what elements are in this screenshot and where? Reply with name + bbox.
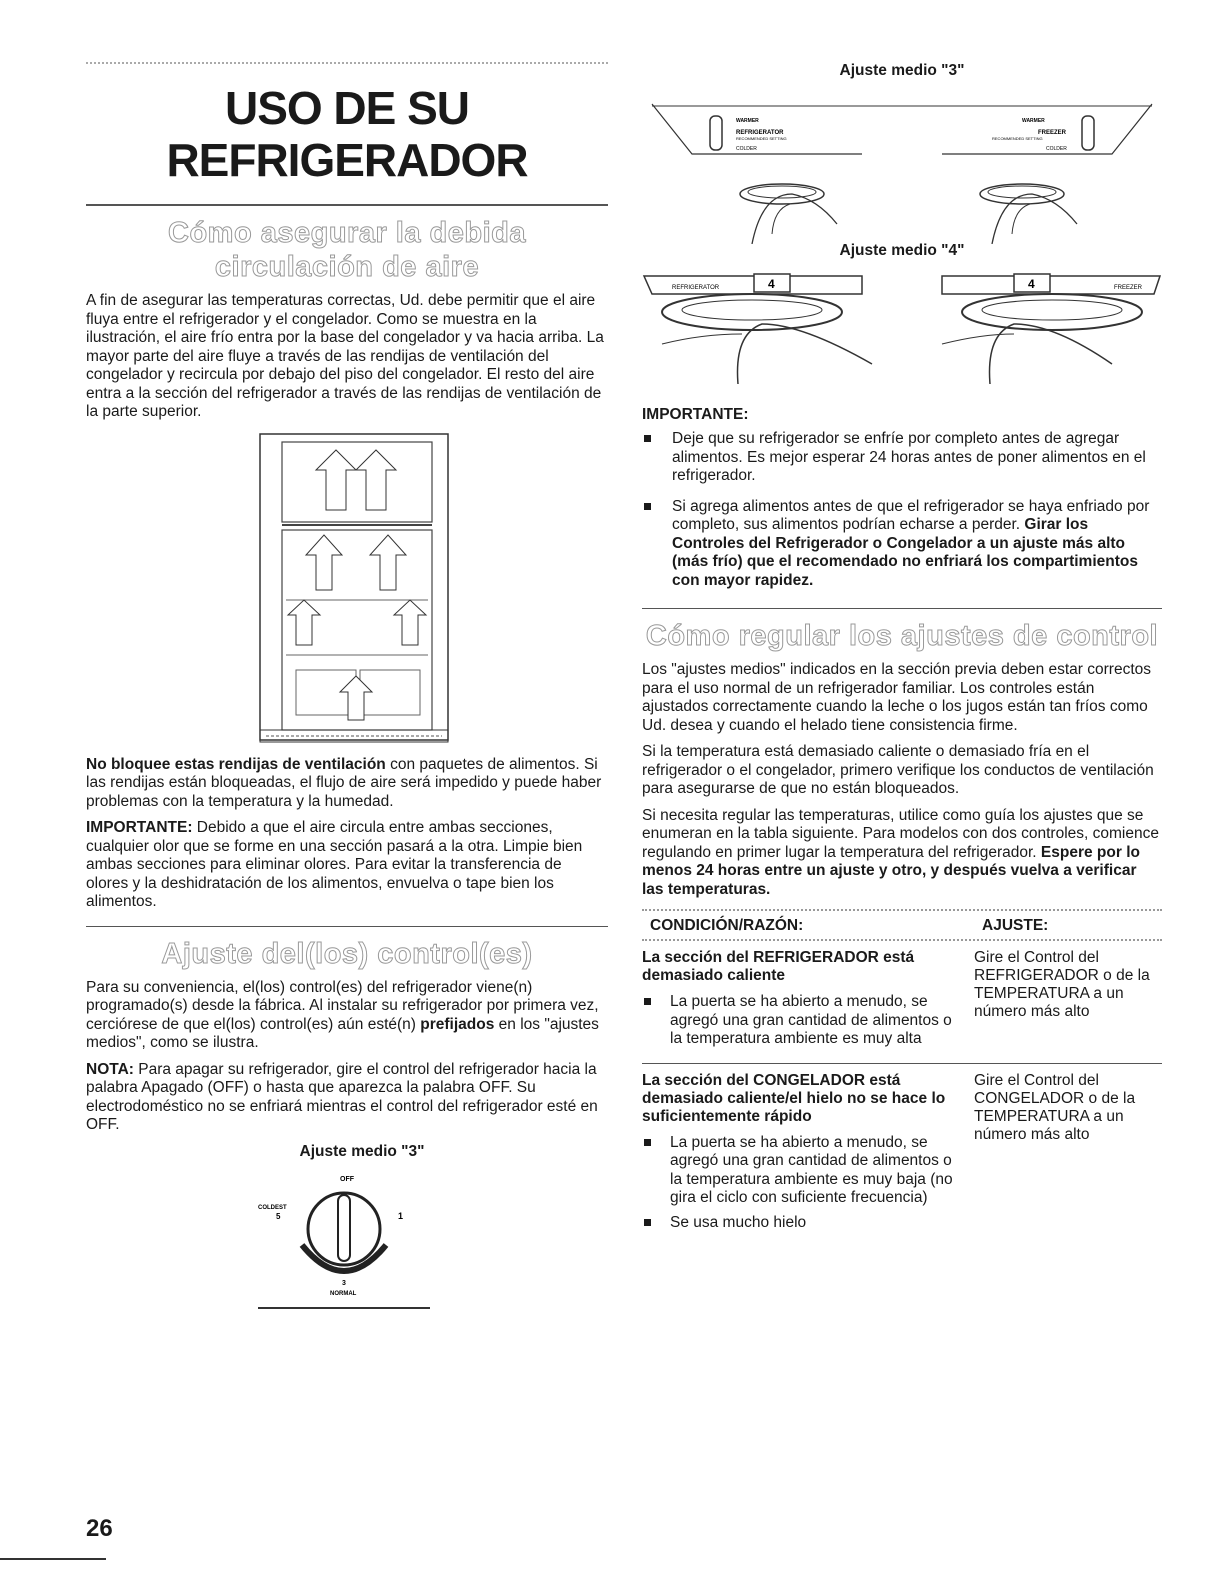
control-preset-paragraph bbox=[86, 979, 608, 1053]
row2-bullets bbox=[642, 1134, 968, 1233]
adjust-table bbox=[642, 941, 1162, 1246]
section-title-air-circulation: Cómo asegurar la debida circulación de aire bbox=[168, 217, 526, 283]
odor-important-label: IMPORTANTE: bbox=[86, 819, 193, 836]
dial-normal-label: NORMAL bbox=[330, 1290, 357, 1297]
row2-condition-title: La sección del CONGELADOR está demasiado caliente/el hielo no se hace lo suficientemente rápido bbox=[642, 1071, 946, 1125]
air-circulation-paragraph: A fin de asegurar las temperaturas correctas, Ud. debe permitir que el aire fluya entre el refrigerador y el congelador. Como se muestra en la ilustración, el aire frío entra por la base del congelador y va hacia arriba. La mayor parte del aire fluye a través de las rendijas de ventilación del congelador y recircula por debajo del piso del congelador. El resto del aire entra a la sección del refrigerador a través de las rendijas de ventilación de la parte superior. bbox=[86, 292, 604, 420]
row1-condition-title: La sección del REFRIGERADOR está demasiado caliente bbox=[642, 949, 915, 984]
panel-right-colder: COLDER bbox=[1046, 146, 1067, 152]
dial-off-label: OFF bbox=[340, 1175, 354, 1183]
row2-adjust: Gire el Control del CONGELADOR o de la TEMPERATURA a un número más alto bbox=[974, 1071, 1136, 1143]
odor-important-text: Debido a que el aire circula entre ambas secciones, cualquier olor que se forme en una sección pasará a la otra. Limpie bien ambas secciones para eliminar olores. Para evitar la transferencia de olores y la deshidratación de los alimentos, envuelva o tape bien los alimentos. bbox=[86, 819, 583, 910]
dual-control-figure-3 bbox=[642, 84, 1162, 244]
vents-warning-bold: No bloquee estas rendijas de ventilación bbox=[86, 755, 386, 773]
control-dial-figure bbox=[256, 1167, 436, 1307]
row1-bullets bbox=[642, 993, 968, 1049]
table-row bbox=[642, 941, 1162, 1064]
dial-value-right: 4 bbox=[1028, 277, 1035, 291]
note-text: Para apagar su refrigerador, gire el control del refrigerador hacia la palabra Apagado (OFF) o hasta que aparezca la palabra OFF. Su electrodoméstico no se enfriará mientras el control del refrigerador esté en OFF. bbox=[86, 1060, 598, 1133]
important-heading: IMPORTANTE: bbox=[642, 406, 749, 423]
important-bullet-2-bold: Girar los Controles del Refrigerador o Congelador a un ajuste más alto (más frío) que el recomendado no enfriará los compartimientos con mayor rapidez. bbox=[672, 516, 1138, 589]
regulate-paragraph-3 bbox=[642, 807, 1162, 900]
regulate-paragraph-3-text: Si necesita regular las temperaturas, utilice como guía los ajustes que se enumeran en la tabla siguiente. Para modelos con dos controles, comience regulando en primer lugar la temperatura del refrigerador. bbox=[642, 806, 1159, 861]
section-title-regulate-controls: Cómo regular los ajustes de control bbox=[645, 620, 1159, 652]
important-bullet-1: Deje que su refrigerador se enfríe por completo antes de agregar alimentos. Es mejor esperar 24 horas antes de poner alimentos en el refrigerador. bbox=[642, 430, 1162, 486]
label-refrigerator: REFRIGERATOR bbox=[672, 285, 720, 291]
dial-caption: Ajuste medio "3" bbox=[299, 1142, 425, 1160]
important-list bbox=[642, 430, 1162, 590]
regulate-paragraph-3-bold: Espere por lo menos 24 horas entre un ajuste y otro, y después vuelva a verificar las temperaturas. bbox=[642, 843, 1140, 898]
vents-warning-text: con paquetes de alimentos. Si las rendijas están bloqueadas, el flujo de aire será impedido y puede haber problemas con la temperatura y la humedad. bbox=[86, 755, 602, 810]
control-preset-text-a: Para su conveniencia, el(los) control(es) del refrigerador viene(n) programado(s) desde la fábrica. Al instalar su refrigerador por primera vez, cerciórese de que el(los) control(es) aún esté(n) bbox=[86, 978, 599, 1033]
figure-caption-3: Ajuste medio "3" bbox=[839, 62, 965, 79]
title-rule bbox=[86, 204, 608, 206]
table-header-condition: CONDICIÓN/RAZÓN: bbox=[650, 917, 804, 934]
panel-right-freezer: FREEZER bbox=[1038, 130, 1067, 136]
panel-right-warmer: WARMER bbox=[1022, 118, 1045, 124]
row2-bullet-2: Se usa mucho hielo bbox=[642, 1214, 968, 1233]
bottom-rule bbox=[0, 1558, 106, 1560]
left-column bbox=[86, 62, 608, 1309]
dial-value-left: 4 bbox=[768, 277, 775, 291]
vents-warning-paragraph bbox=[86, 756, 608, 812]
control-preset-bold: prefijados bbox=[420, 1015, 495, 1033]
odor-important-paragraph bbox=[86, 819, 608, 912]
top-dotted-rule bbox=[86, 62, 608, 64]
dial-three-label: 3 bbox=[342, 1279, 346, 1287]
adjust-table-header bbox=[642, 909, 1162, 941]
row1-adjust: Gire el Control del REFRIGERADOR o de la TEMPERATURA a un número más alto bbox=[974, 949, 1150, 1020]
important-bullet-2-text: Si agrega alimentos antes de que el refrigerador se haya enfriado por completo, sus alimentos podrían echarse a perder. bbox=[672, 497, 1150, 533]
note-label: NOTA: bbox=[86, 1060, 134, 1078]
dial-one-label: 1 bbox=[398, 1210, 404, 1221]
table-header-adjust: AJUSTE: bbox=[982, 917, 1049, 934]
panel-left-warmer: WARMER bbox=[736, 118, 759, 124]
panel-right-recommended: RECOMMENDED SETTING bbox=[992, 136, 1043, 141]
regulate-paragraph-1: Los "ajustes medios" indicados en la sección previa deben estar correctos para el uso normal de un refrigerador familiar. Los controles están ajustados correctamente cuando la leche o los jugos están tan fríos como Ud. desea y cuando el helado tiene consistencia firme. bbox=[642, 661, 1152, 734]
airflow-illustration bbox=[256, 430, 456, 750]
section3-rule bbox=[642, 608, 1162, 609]
row2-bullet-1: La puerta se ha abierto a menudo, se agregó una gran cantidad de alimentos o la temperatura ambiente es muy baja (no gira el ciclo con suficiente frecuencia) bbox=[642, 1134, 968, 1208]
section2-rule bbox=[86, 926, 608, 927]
section-title-control-adjust: Ajuste del(los) control(es) bbox=[161, 937, 533, 970]
table-cell-condition bbox=[642, 1072, 974, 1241]
label-freezer: FREEZER bbox=[1114, 285, 1143, 291]
page-title: USO DE SU REFRIGERADOR bbox=[166, 82, 528, 186]
table-row bbox=[642, 1064, 1162, 1247]
important-bullet-2 bbox=[642, 498, 1162, 591]
dial-coldest-label: COLDEST bbox=[258, 1204, 287, 1211]
row1-bullet-1: La puerta se ha abierto a menudo, se agregó una gran cantidad de alimentos o la temperatura ambiente es muy alta bbox=[642, 993, 968, 1049]
table-cell-condition bbox=[642, 949, 974, 1057]
note-paragraph bbox=[86, 1061, 608, 1135]
panel-left-refrigerator: REFRIGERATOR bbox=[736, 130, 784, 136]
dial-five-label: 5 bbox=[276, 1211, 281, 1221]
page-number: 26 bbox=[86, 1515, 113, 1542]
figure-caption-4: Ajuste medio "4" bbox=[839, 242, 965, 259]
control-preset-text-b: en los "ajustes medios", como se ilustra. bbox=[86, 1015, 599, 1051]
dual-control-figure-4 bbox=[642, 264, 1162, 394]
regulate-paragraph-2: Si la temperatura está demasiado caliente o demasiado fría en el refrigerador o el congelador, primero verifique los conductos de ventilación para asegurarse de que no están bloqueados. bbox=[642, 743, 1154, 797]
panel-left-recommended: RECOMMENDED SETTING bbox=[736, 136, 787, 141]
panel-left-colder: COLDER bbox=[736, 146, 757, 152]
right-column bbox=[642, 62, 1162, 1246]
